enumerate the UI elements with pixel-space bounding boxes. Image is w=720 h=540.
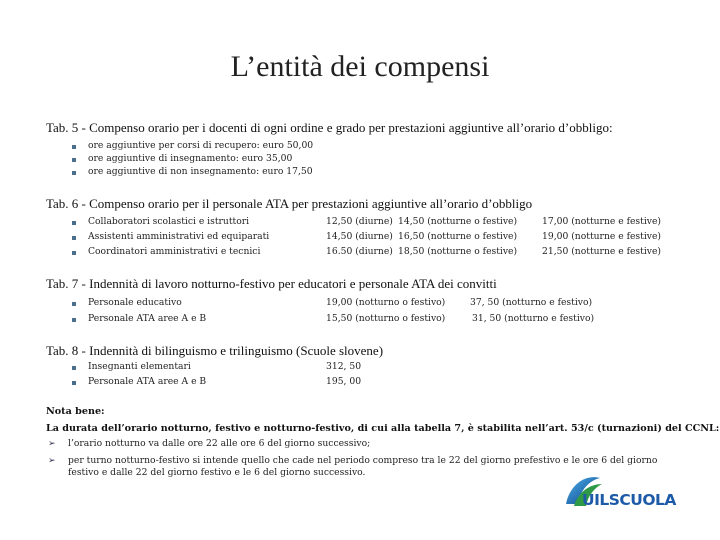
tab8-row-value: 312, 50 bbox=[326, 361, 362, 372]
tab6-row-notturne: 18,50 (notturne o festive) bbox=[398, 246, 518, 257]
bullet-icon bbox=[72, 302, 76, 306]
slide-title: L’entità dei compensi bbox=[230, 50, 490, 83]
tab7-row-b: 37, 50 (notturno e festivo) bbox=[470, 297, 593, 308]
bullet-icon bbox=[72, 158, 76, 162]
note-text: La durata dell’orario notturno, festivo e notturno-festivo, di cui alla tabella 7, è stabilita nell’art. 53/c (turnazioni) del CCNL: bbox=[46, 423, 720, 434]
tab7-row-a: 19,00 (notturno o festivo) bbox=[326, 297, 446, 308]
tab6-row-label: Assistenti amministrativi ed equiparati bbox=[88, 231, 270, 242]
tab6-row-festive: 19,00 (notturne e festive) bbox=[542, 231, 661, 242]
bullet-icon bbox=[72, 221, 76, 225]
note-title: Nota bene: bbox=[46, 406, 105, 417]
tab7-row-a: 15,50 (notturno o festivo) bbox=[326, 313, 446, 324]
bullet-icon bbox=[72, 318, 76, 322]
bullet-icon bbox=[72, 171, 76, 175]
tab8-row-label: Personale ATA aree A e B bbox=[88, 376, 207, 387]
bullet-icon bbox=[72, 381, 76, 385]
tab8-heading: Tab. 8 - Indennità di bilinguismo e trilinguismo (Scuole slovene) bbox=[46, 343, 384, 358]
note-item: per turno notturno-festivo si intende quello che cade nel periodo compreso tra le 22 del giorno prefestivo e le ore 6 del giorno festivo e dalle 22 del giorno festivo e le 6 del giorno successivo. bbox=[68, 455, 658, 478]
bullet-icon bbox=[72, 145, 76, 149]
tab7-row-b: 31, 50 (notturno e festivo) bbox=[472, 313, 595, 324]
logo-text: UILSCUOLA bbox=[582, 491, 676, 509]
arrow-bullet-icon: ➢ bbox=[48, 439, 56, 449]
tab5-item: ore aggiuntive di non insegnamento: euro 17,50 bbox=[88, 166, 313, 177]
tab5-heading: Tab. 5 - Compenso orario per i docenti di ogni ordine e grado per prestazioni aggiuntive all’orario d’obbligo: bbox=[46, 120, 613, 135]
tab6-row-diurne: 16.50 (diurne) bbox=[326, 246, 393, 257]
tab7-heading: Tab. 7 - Indennità di lavoro notturno-festivo per educatori e personale ATA dei convitti bbox=[46, 276, 497, 291]
tab6-row-festive: 17,00 (notturne e festive) bbox=[542, 216, 661, 227]
bullet-icon bbox=[72, 251, 76, 255]
tab5-item: ore aggiuntive per corsi di recupero: euro 50,00 bbox=[88, 140, 314, 151]
tab7-row-label: Personale educativo bbox=[88, 297, 182, 308]
tab7-row-label: Personale ATA aree A e B bbox=[88, 313, 207, 324]
tab6-row-label: Collaboratori scolastici e istruttori bbox=[88, 216, 250, 227]
bullet-icon bbox=[72, 366, 76, 370]
tab8-row-value: 195, 00 bbox=[326, 376, 362, 387]
tab5-item: ore aggiuntive di insegnamento: euro 35,00 bbox=[88, 153, 293, 164]
tab6-row-diurne: 14,50 (diurne) bbox=[326, 231, 393, 242]
tab6-row-festive: 21,50 (notturne e festive) bbox=[542, 246, 661, 257]
tab8-row-label: Insegnanti elementari bbox=[88, 361, 191, 372]
tab6-heading: Tab. 6 - Compenso orario per il personale ATA per prestazioni aggiuntive all’orario d’obbligo bbox=[46, 196, 533, 211]
bullet-icon bbox=[72, 236, 76, 240]
tab6-row-diurne: 12,50 (diurne) bbox=[326, 216, 393, 227]
tab6-row-notturne: 14,50 (notturne o festive) bbox=[398, 216, 518, 227]
tab6-row-notturne: 16,50 (notturne o festive) bbox=[398, 231, 518, 242]
note-item: l’orario notturno va dalle ore 22 alle ore 6 del giorno successivo; bbox=[68, 438, 371, 449]
arrow-bullet-icon: ➢ bbox=[48, 456, 56, 466]
tab6-row-label: Coordinatori amministrativi e tecnici bbox=[88, 246, 261, 257]
